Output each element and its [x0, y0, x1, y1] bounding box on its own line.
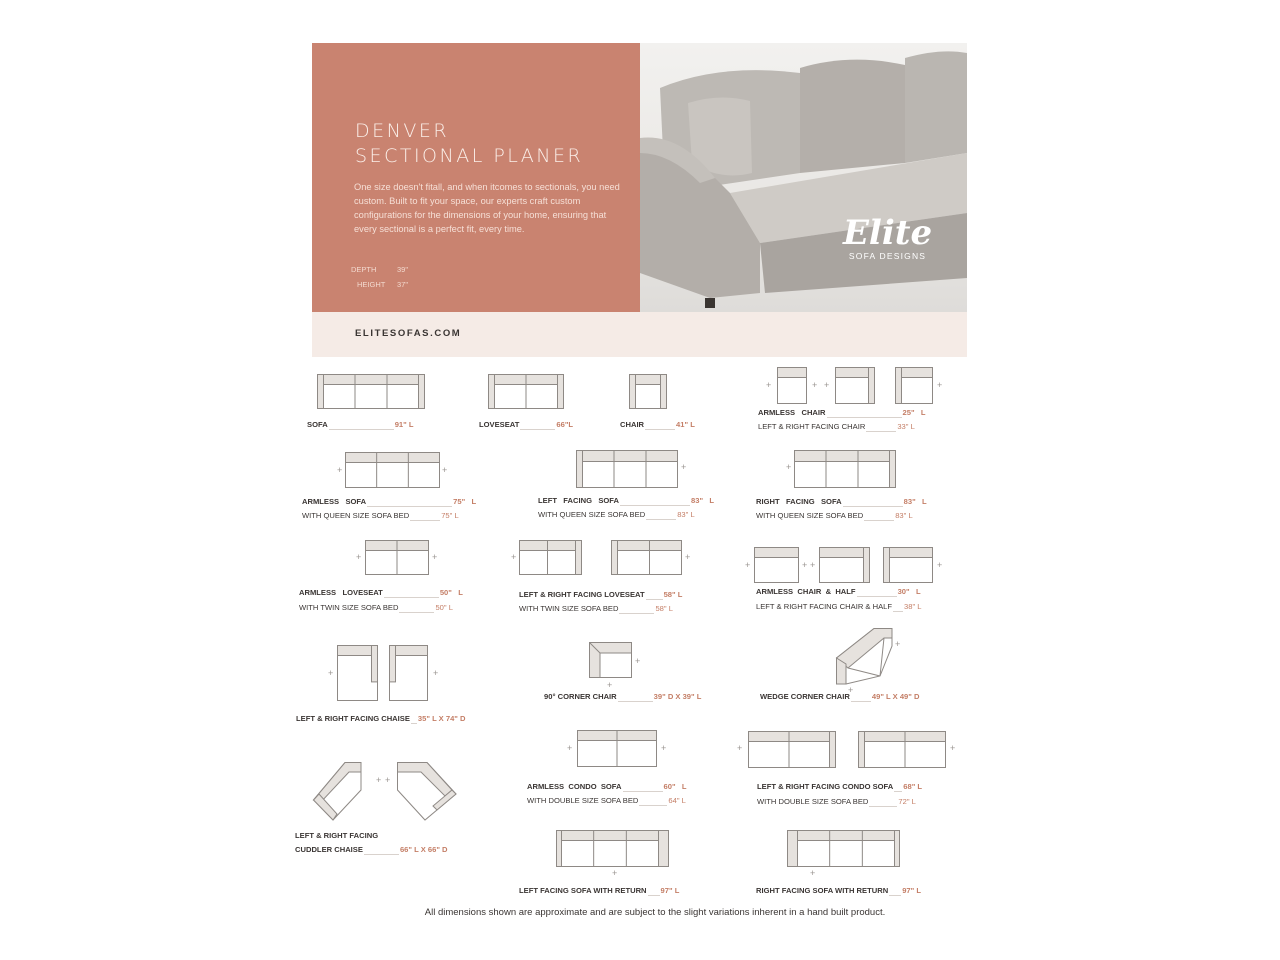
- dimension-label: [527, 796, 686, 806]
- item-name: WITH QUEEN SIZE SOFA BED: [756, 511, 864, 520]
- sofa-diagram: [794, 450, 896, 488]
- item-dimension: 35" L X 74" D: [417, 714, 466, 723]
- leader-line: [367, 499, 452, 507]
- item-name: SOFA: [307, 420, 328, 429]
- sofa-diagram: [883, 547, 933, 583]
- spec-depth-label: DEPTH: [351, 265, 377, 274]
- dimension-label: [519, 604, 673, 614]
- item-name: LEFT & RIGHT FACING: [295, 831, 379, 840]
- elite-logo: [843, 215, 932, 261]
- leader-line: [646, 512, 676, 520]
- item-name: WITH QUEEN SIZE SOFA BED: [538, 510, 646, 519]
- dimension-label: [538, 496, 714, 506]
- dimension-label: [295, 845, 448, 855]
- dimension-label: [295, 831, 378, 841]
- logo-tagline: SOFA DESIGNS: [848, 251, 927, 261]
- item-name: WITH TWIN SIZE SOFA BED: [299, 603, 399, 612]
- leader-line: [843, 499, 903, 507]
- dimension-label: [519, 886, 679, 896]
- item-name: WITH DOUBLE SIZE SOFA BED: [527, 796, 639, 805]
- item-name: LOVESEAT: [479, 420, 520, 429]
- leader-line: [851, 694, 871, 702]
- connector-plus-icon: +: [848, 685, 854, 695]
- connector-plus-icon: +: [810, 560, 816, 570]
- sofa-diagram: [519, 540, 582, 575]
- sofa-diagram: [577, 730, 657, 767]
- leader-line: [866, 424, 896, 432]
- item-dimension: 60" L: [663, 782, 687, 791]
- connector-plus-icon: +: [567, 743, 573, 753]
- sofa-illustration: [640, 43, 967, 312]
- item-dimension: 25" L: [902, 408, 926, 417]
- item-dimension: 97" L: [660, 886, 680, 895]
- item-dimension: 72" L: [898, 797, 916, 806]
- item-name: ARMLESS CONDO SOFA: [527, 782, 622, 791]
- sofa-diagram: [819, 547, 870, 583]
- item-name: RIGHT FACING SOFA: [756, 497, 842, 506]
- dimension-label: [296, 714, 466, 724]
- footer-disclaimer: All dimensions shown are approximate and are subject to the slight variations inherent in a hand built product.: [424, 907, 886, 918]
- sofa-diagram: [895, 367, 933, 404]
- dimension-label: [299, 603, 453, 613]
- connector-plus-icon: +: [737, 743, 743, 753]
- leader-line: [893, 604, 903, 612]
- connector-plus-icon: +: [685, 552, 691, 562]
- leader-line: [639, 798, 667, 806]
- connector-plus-icon: +: [433, 668, 439, 678]
- item-dimension: 97" L: [902, 886, 921, 895]
- sofa-diagram: [317, 374, 425, 409]
- sofa-diagram: [777, 367, 807, 404]
- item-dimension: 66" L X 66" D: [399, 845, 448, 854]
- leader-line: [520, 422, 555, 430]
- item-name: 90° CORNER CHAIR: [544, 692, 617, 701]
- item-dimension: 83" L: [691, 496, 715, 505]
- connector-plus-icon: +: [937, 560, 943, 570]
- dimension-label: [760, 692, 919, 702]
- connector-plus-icon: +: [745, 560, 751, 570]
- connector-plus-icon: +: [328, 668, 334, 678]
- dimension-label: [757, 797, 916, 807]
- item-name: LEFT & RIGHT FACING LOVESEAT: [519, 590, 645, 599]
- item-name: LEFT FACING SOFA: [538, 496, 620, 505]
- dimension-label: [758, 422, 915, 432]
- connector-plus-icon: +: [607, 680, 613, 690]
- leader-line: [329, 422, 394, 430]
- spec-height-label: HEIGHT: [357, 280, 386, 289]
- leader-line: [864, 513, 894, 521]
- item-name: ARMLESS CHAIR & HALF: [756, 587, 856, 596]
- sofa-diagram: [345, 452, 440, 488]
- wedge-diagram: [836, 628, 893, 684]
- dimension-label: [758, 408, 926, 418]
- leader-line: [618, 694, 653, 702]
- header-panel: [312, 43, 640, 312]
- connector-plus-icon: +: [950, 743, 956, 753]
- connector-plus-icon: +: [681, 462, 687, 472]
- item-dimension: 49" L X 49" D: [871, 692, 920, 701]
- item-name: RIGHT FACING SOFA WITH RETURN: [756, 886, 889, 895]
- item-name: LEFT & RIGHT FACING CHAISE: [296, 714, 410, 723]
- item-dimension: 75" L: [441, 511, 459, 520]
- dimension-label: [756, 587, 921, 597]
- cuddler-diagram: [397, 762, 457, 822]
- dimension-label: [756, 886, 921, 896]
- dimension-label: [756, 497, 927, 507]
- connector-plus-icon: +: [511, 552, 517, 562]
- connector-plus-icon: +: [661, 743, 667, 753]
- connector-plus-icon: +: [824, 380, 830, 390]
- item-dimension: 39" D X 39" L: [653, 692, 702, 701]
- dimension-label: [527, 782, 687, 792]
- sofa-diagram: [365, 540, 429, 575]
- dimension-label: [620, 420, 695, 430]
- leader-line: [827, 410, 902, 418]
- dimension-label: [757, 782, 922, 792]
- connector-plus-icon: +: [635, 656, 641, 666]
- dimension-label: [302, 511, 459, 521]
- item-name: WEDGE CORNER CHAIR: [760, 692, 850, 701]
- dimension-label: [756, 602, 922, 612]
- item-name: LEFT FACING SOFA WITH RETURN: [519, 886, 647, 895]
- item-name: WITH DOUBLE SIZE SOFA BED: [757, 797, 869, 806]
- connector-plus-icon: +: [442, 465, 448, 475]
- title-line-2: SECTIONAL PLANER: [355, 145, 584, 167]
- item-dimension: 58" L: [655, 604, 673, 613]
- leader-line: [399, 605, 434, 613]
- dimension-label: [479, 420, 573, 430]
- connector-plus-icon: +: [895, 639, 901, 649]
- cuddler-diagram: [313, 762, 362, 822]
- item-name: LEFT & RIGHT FACING CHAIR & HALF: [756, 602, 893, 611]
- page-title: [355, 119, 583, 169]
- dimension-label: [307, 420, 413, 430]
- item-name: LEFT & RIGHT FACING CONDO SOFA: [757, 782, 894, 791]
- sofa-diagram: [787, 830, 900, 867]
- chaise-diagram: [389, 645, 428, 701]
- item-name: CUDDLER CHAISE: [295, 845, 363, 854]
- item-name: WITH QUEEN SIZE SOFA BED: [302, 511, 410, 520]
- website-link[interactable]: ELITESOFAS.COM: [355, 328, 462, 339]
- item-name: WITH TWIN SIZE SOFA BED: [519, 604, 619, 613]
- leader-line: [364, 847, 399, 855]
- connector-plus-icon: +: [376, 775, 382, 785]
- item-dimension: 41" L: [676, 420, 695, 429]
- spec-depth-value: 39": [397, 265, 409, 274]
- item-name: ARMLESS LOVESEAT: [299, 588, 383, 597]
- item-dimension: 75" L: [453, 497, 477, 506]
- item-dimension: 66"L: [556, 420, 574, 429]
- item-dimension: 50" L: [439, 588, 463, 597]
- item-dimension: 64" L: [668, 796, 686, 805]
- item-dimension: 50" L: [435, 603, 453, 612]
- item-dimension: 83" L: [903, 497, 927, 506]
- sofa-diagram: [754, 547, 799, 583]
- leader-line: [384, 590, 439, 598]
- item-dimension: 83" L: [677, 510, 695, 519]
- connector-plus-icon: +: [812, 380, 818, 390]
- leader-line: [620, 498, 690, 506]
- sofa-diagram: [556, 830, 669, 867]
- leader-line: [857, 589, 897, 597]
- item-dimension: 58" L: [663, 590, 683, 599]
- connector-plus-icon: +: [810, 868, 816, 878]
- item-dimension: 33" L: [897, 422, 915, 431]
- connector-plus-icon: +: [786, 462, 792, 472]
- connector-plus-icon: +: [802, 560, 808, 570]
- connector-plus-icon: +: [337, 465, 343, 475]
- item-dimension: 30" L: [897, 587, 921, 596]
- leader-line: [648, 888, 660, 896]
- title-line-1: DENVER: [355, 120, 450, 142]
- website-band: [312, 312, 967, 357]
- connector-plus-icon: +: [356, 552, 362, 562]
- item-name: ARMLESS CHAIR: [758, 408, 826, 417]
- leader-line: [410, 513, 440, 521]
- item-dimension: 83" L: [895, 511, 913, 520]
- connector-plus-icon: +: [612, 868, 618, 878]
- leader-line: [645, 422, 675, 430]
- connector-plus-icon: +: [766, 380, 772, 390]
- dimension-label: [519, 590, 682, 600]
- corner-diagram: [589, 642, 632, 678]
- sofa-diagram: [611, 540, 682, 575]
- leader-line: [646, 592, 663, 600]
- item-dimension: 38" L: [904, 602, 922, 611]
- dimension-label: [299, 588, 463, 598]
- logo-wordmark: Elite: [843, 213, 933, 253]
- sofa-diagram: [576, 450, 678, 488]
- sofa-diagram: [629, 374, 667, 409]
- leader-line: [411, 716, 417, 724]
- spec-height-value: 37": [397, 280, 409, 289]
- dimension-label: [302, 497, 476, 507]
- description: One size doesn't fitall, and when itcomes to sectionals, you need custom. Built to fit your space, our experts craft custom configurations for the dimensions of your home, ensuring that every sectional is a perfect fit, every time.: [354, 182, 620, 234]
- item-name: CHAIR: [620, 420, 645, 429]
- leader-line: [894, 784, 902, 792]
- chaise-diagram: [337, 645, 378, 701]
- sofa-diagram: [748, 731, 836, 768]
- sofa-diagram: [488, 374, 564, 409]
- item-name: LEFT & RIGHT FACING CHAIR: [758, 422, 866, 431]
- item-name: ARMLESS SOFA: [302, 497, 367, 506]
- leader-line: [623, 784, 663, 792]
- dimension-label: [756, 511, 913, 521]
- item-dimension: 68" L: [903, 782, 923, 791]
- dimension-label: [544, 692, 701, 702]
- item-dimension: 91" L: [394, 420, 414, 429]
- leader-line: [889, 888, 901, 896]
- sofa-diagram: [835, 367, 875, 404]
- sofa-diagram: [858, 731, 946, 768]
- connector-plus-icon: +: [432, 552, 438, 562]
- leader-line: [619, 606, 654, 614]
- leader-line: [869, 799, 897, 807]
- connector-plus-icon: +: [937, 380, 943, 390]
- sofa-photo: [640, 43, 967, 312]
- connector-plus-icon: +: [385, 775, 391, 785]
- dimension-label: [538, 510, 695, 520]
